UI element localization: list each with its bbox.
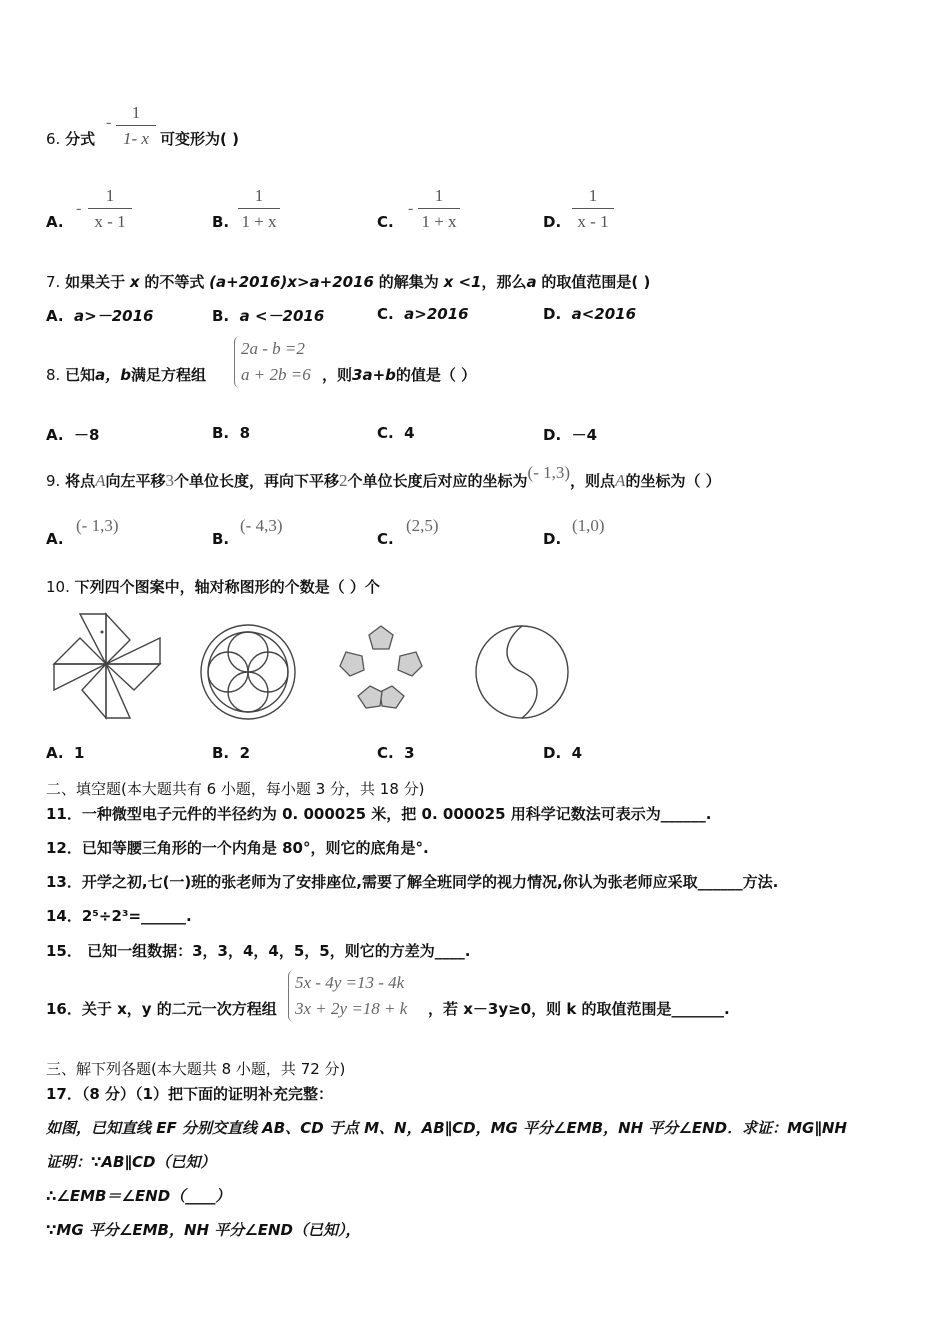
q11: 11．一种微型电子元件的半径约为 0. 000025 米，把 0. 000025 用科学记数法可表示为______. (46, 805, 712, 823)
q7-option-c[interactable]: C. a>2016 (377, 305, 469, 323)
q7-option-b[interactable]: B. a <－2016 (212, 307, 325, 325)
q6-fraction: 1 1- x (116, 103, 156, 149)
q6-number: 6. (46, 130, 61, 148)
q16-stem-a: 16．关于 x，y 的二元一次方程组 (46, 1000, 277, 1018)
pentagon-ring-figure (334, 622, 428, 712)
q17-proof-line-2: ∴∠EMB＝∠END（____） (46, 1187, 231, 1205)
q10-option-d[interactable]: D. 4 (543, 744, 583, 762)
q15: 15． 已知一组数据：3，3，4，4，5，5，则它的方差为____. (46, 942, 471, 960)
four-petal-circle-figure (198, 622, 298, 722)
q8-option-b[interactable]: B. 8 (212, 424, 251, 442)
q17-proof-line-1: 证明：∵AB∥CD（已知） (46, 1153, 216, 1171)
q13: 13．开学之初,七(一)班的张老师为了安排座位,需要了解全班同学的视力情况,你认为张老师应采取______方法. (46, 873, 779, 891)
q6-suffix: 可变形为( ) (160, 130, 239, 148)
q17-head: 17．（8 分）（1）把下面的证明补充完整： (46, 1085, 333, 1103)
q17-proof-line-3: ∵MG 平分∠EMB，NH 平分∠END（已知）， (46, 1221, 361, 1239)
pinwheel-figure (50, 610, 164, 722)
section2-heading: 二、填空题(本大题共有 6 小题，每小题 3 分，共 18 分) (46, 780, 425, 798)
q8-option-c[interactable]: C. 4 (377, 424, 415, 442)
q10-option-c[interactable]: C. 3 (377, 744, 415, 762)
q6-stem (46, 128, 95, 149)
q14: 14．2⁵÷2³=______. (46, 907, 192, 925)
q6-minus: - (106, 114, 112, 131)
q10-stem: 10. 下列四个图案中，轴对称图形的个数是（ ）个 (46, 578, 380, 596)
q12: 12．已知等腰三角形的一个内角是 80°，则它的底角是°. (46, 839, 429, 857)
q7-stem: 7. 如果关于 x 的不等式 (a+2016)x>a+2016 的解集为 x <1，那么a 的取值范围是( ) (46, 273, 651, 291)
q6-text: 分式 (65, 130, 96, 148)
q8-option-a[interactable]: A. －8 (46, 426, 100, 444)
section3-heading: 三、解下列各题(本大题共 8 小题，共 72 分) (46, 1060, 346, 1078)
q10-option-a[interactable]: A. 1 (46, 744, 85, 762)
q7-option-a[interactable]: A. a>－2016 (46, 307, 154, 325)
yin-yang-figure (472, 622, 572, 722)
q16-stem-b: ，若 x－3y≥0，则 k 的取值范围是_______. (428, 1000, 730, 1018)
q16-equation-system: 5x - 4y =13 - 4k 3x + 2y =18 + k (288, 970, 407, 1022)
q7-option-d[interactable]: D. a<2016 (543, 305, 637, 323)
q10-option-b[interactable]: B. 2 (212, 744, 251, 762)
q8-stem-a: 8. 已知a，b满足方程组 (46, 366, 206, 384)
q8-option-d[interactable]: D. －4 (543, 426, 598, 444)
q8-stem-b: ，则3a+b的值是（ ） (322, 366, 477, 384)
q9-stem: 9. 将点A向左平移3个单位长度，再向下平移2个单位长度后对应的坐标为(- 1,3)，则点A的坐标为（ ） (46, 463, 721, 490)
q8-equation-system: 2a - b =2 a + 2b =6 (234, 336, 311, 388)
q17-given: 如图，已知直线 EF 分别交直线 AB、CD 于点 M、N，AB∥CD，MG 平分∠EMB，NH 平分∠END．求证：MG∥NH (46, 1119, 847, 1137)
